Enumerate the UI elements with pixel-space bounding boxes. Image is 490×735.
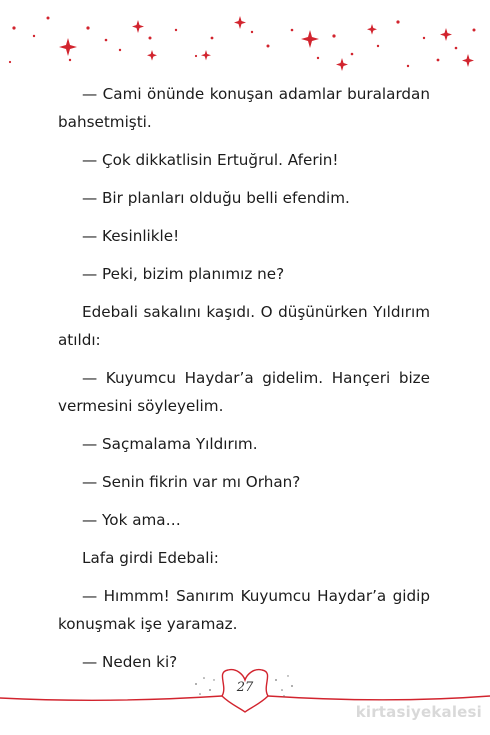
paragraph: — Kuyumcu Haydar’a gidelim. Hançeri bize vermesini söyleyelim. xyxy=(58,369,430,415)
paragraph: — Çok dikkatlisin Ertuğrul. Aferin! xyxy=(82,151,339,169)
star-decoration xyxy=(0,0,490,80)
paragraph: — Neden ki? xyxy=(82,653,178,671)
paragraph: — Hımmm! Sanırım Kuyumcu Haydar’a gidip konuşmak işe yaramaz. xyxy=(58,587,430,633)
story-text xyxy=(58,80,430,676)
paragraph: Edebali sakalını kaşıdı. O düşünürken Yıldırım atıldı: xyxy=(58,303,430,349)
watermark: kirtasiyekalesi xyxy=(355,703,482,721)
paragraph: — Saçmalama Yıldırım. xyxy=(82,435,258,453)
paragraph: — Peki, bizim planımız ne? xyxy=(82,265,285,283)
paragraph: — Cami önünde konuşan adamlar buralardan bahsetmişti. xyxy=(58,85,430,131)
page-number: 27 xyxy=(236,680,254,695)
paragraph: Lafa girdi Edebali: xyxy=(82,549,219,567)
paragraph: — Yok ama… xyxy=(82,511,181,529)
paragraph: — Kesinlikle! xyxy=(82,227,180,245)
paragraph: — Senin fikrin var mı Orhan? xyxy=(82,473,301,491)
paragraph: — Bir planları olduğu belli efendim. xyxy=(82,189,350,207)
